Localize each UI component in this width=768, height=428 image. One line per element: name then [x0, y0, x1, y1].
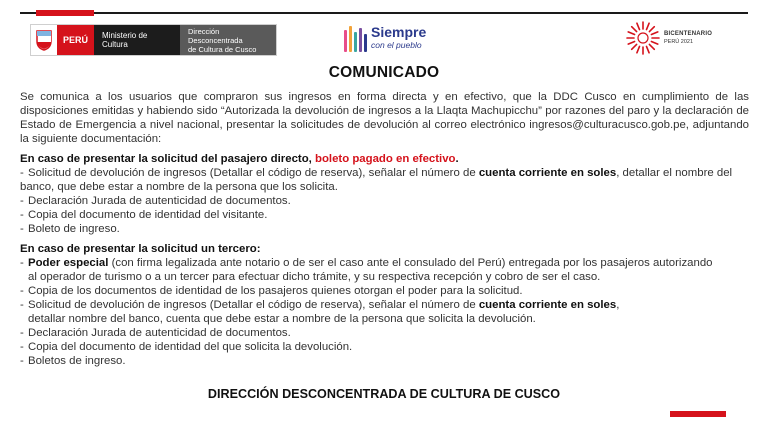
bicentenario-logo: [626, 20, 712, 56]
s1-item2: Declaración Jurada de autenticidad de documentos.: [28, 195, 291, 207]
siempre-con-el-pueblo-logo: [344, 24, 426, 54]
section-2-title: En caso de presentar la solicitud un tercero:: [20, 243, 261, 255]
section-1-title-suffix: .: [455, 153, 459, 165]
peru-crest-icon: [31, 25, 57, 55]
s2-item3-b: cuenta corriente en soles: [478, 299, 617, 311]
list-item: - Poder especial (con firma legalizada ante notario o de ser el caso ante el consulado del Perú) entregada por los pasajeros autorizando al operador de turismo o a un tercer para efectuar dicho trámite, y su respectiva recepción y cobro de ser el caso.: [20, 256, 749, 284]
s1-item1-c: , detallar el nombre del banco, que debe estar a nombre de la persona que los solicita.: [20, 167, 733, 193]
section-2-list: [20, 256, 749, 368]
s1-item1-b: cuenta corriente en soles: [478, 167, 617, 179]
list-item: - Declaración Jurada de autenticidad de documentos.: [20, 327, 291, 339]
ministry-logo: [30, 24, 277, 56]
peru-label: PERÚ: [57, 25, 94, 55]
list-item: - Copia del documento de identidad del visitante.: [20, 209, 268, 221]
s2-item5: Copia del documento de identidad del que solicita la devolución.: [28, 341, 353, 353]
siempre-line-2: con el pueblo: [371, 40, 422, 50]
bicentenario-line-2: PERÚ 2021: [664, 39, 694, 45]
s2-item1-c: al operador de turismo o a un tercer para efectuar dicho trámite, y su respectiva recepción y cobro de ser el caso.: [28, 271, 601, 283]
bottom-red-accent: [670, 411, 726, 417]
s2-item3-a: Solicitud de devolución de ingresos (Detallar el código de reserva), señalar el número de: [28, 299, 479, 311]
list-item: - Boleto de ingreso.: [20, 223, 120, 235]
bicentenario-line-1: BICENTENARIO: [664, 31, 713, 37]
s1-item1-a: Solicitud de devolución de ingresos (Detallar el código de reserva), señalar el número de: [28, 167, 479, 179]
s2-item1-b: (con firma legalizada ante notario o de ser el caso ante el consulado del Perú) entregada por los pasajeros autorizando: [108, 257, 713, 269]
office-label: [180, 25, 276, 55]
office-line-2: de Cultura de Cusco: [188, 44, 257, 54]
intro-paragraph: Se comunica a los usuarios que compraron sus ingresos en forma directa y en efectivo, que la DDC Cusco en cumplimiento de las disposiciones emitidas y habiendo sido “Autorizada la devolución de ingresos a la Llaqta Machupicchu” por razones del paro y la declaración de Estado de Emergencia a nivel nacional, presentar la solicitudes de devolución al correo electrónico ingresos@culturacusco.gob.pe, adjuntando la siguiente documentación:: [20, 91, 749, 145]
page-title: COMUNICADO: [328, 64, 440, 81]
section-1-title: [20, 152, 749, 166]
bicentenario-sunburst-icon: [626, 21, 660, 55]
s2-item3-d: detallar nombre del banco, cuenta que debe estar a nombre de la persona que solicita la devolución.: [28, 313, 536, 325]
s2-item4: Declaración Jurada de autenticidad de documentos.: [28, 327, 291, 339]
s2-item1-a: Poder especial: [28, 257, 109, 269]
list-item: - Solicitud de devolución de ingresos (Detallar el código de reserva), señalar el número de cuenta corriente en soles, detallar nombre del banco, cuenta que debe estar a nombre de la persona que solicita la devolución.: [20, 298, 749, 326]
list-item: - Declaración Jurada de autenticidad de documentos.: [20, 195, 291, 207]
footer-signature: DIRECCIÓN DESCONCENTRADA DE CULTURA DE CUSCO: [207, 387, 561, 401]
siempre-line-1: Siempre: [371, 24, 427, 40]
s2-item2: Copia de los documentos de identidad de los pasajeros quienes otorgan el poder para la solicitud.: [28, 285, 523, 297]
top-red-accent: [36, 10, 94, 16]
list-item: - Boletos de ingreso.: [20, 355, 126, 367]
s1-item4: Boleto de ingreso.: [28, 223, 120, 235]
section-1-list: [20, 166, 749, 236]
top-rule: [20, 12, 748, 14]
list-item: - Solicitud de devolución de ingresos (Detallar el código de reserva), señalar el número de cuenta corriente en soles, detallar el nombre del banco, que debe estar a nombre de la persona que los solicita.: [20, 167, 733, 193]
section-1-title-prefix: En caso de presentar la solicitud del pasajero directo,: [20, 153, 315, 165]
office-line-1: Dirección Desconcentrada: [188, 26, 243, 45]
siempre-bars-icon: [344, 26, 367, 52]
list-item: - Copia del documento de identidad del que solicita la devolución.: [20, 341, 353, 353]
list-item: - Copia de los documentos de identidad de los pasajeros quienes otorgan el poder para la solicitud.: [20, 285, 523, 297]
communique-body: [20, 90, 749, 374]
s2-item3-c: ,: [616, 299, 620, 311]
s2-item6: Boletos de ingreso.: [28, 355, 126, 367]
s1-item3: Copia del documento de identidad del visitante.: [28, 209, 268, 221]
section-1-title-highlight: boleto pagado en efectivo: [315, 153, 456, 165]
ministry-label: Ministerio de Cultura: [94, 25, 180, 55]
